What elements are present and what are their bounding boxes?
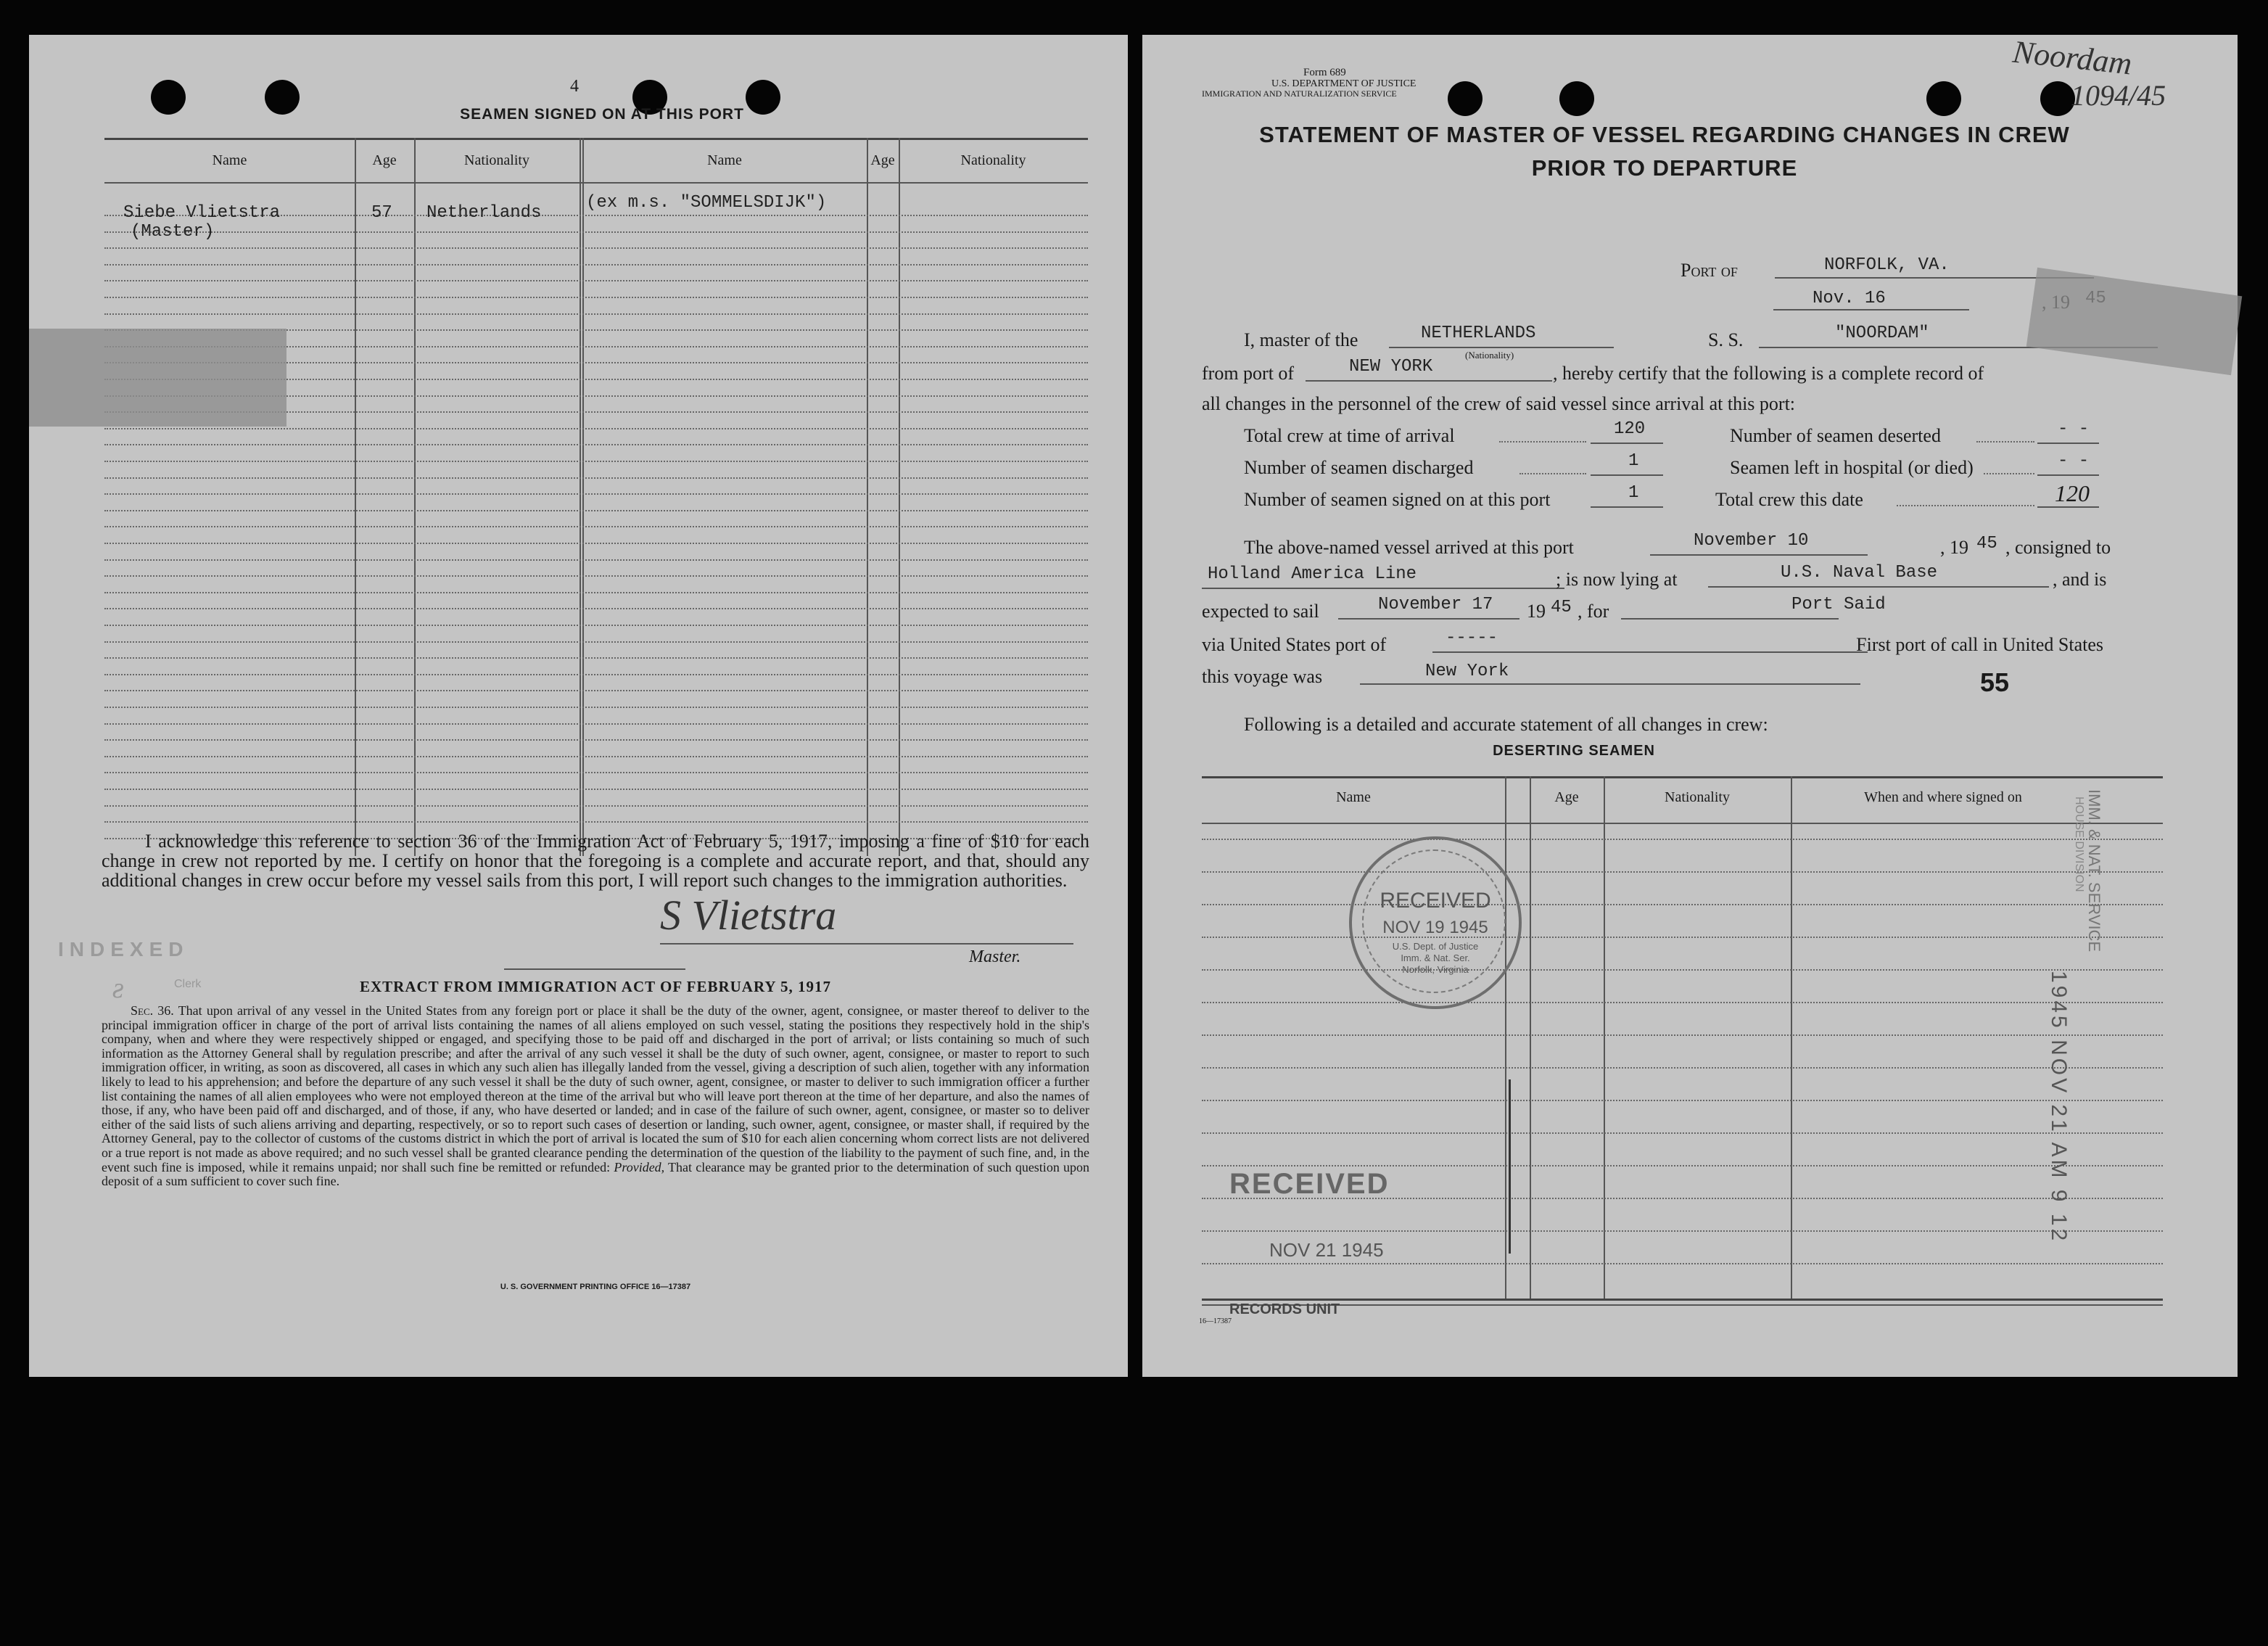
ruled-line: [104, 461, 1088, 462]
entry-name: Siebe Vlietstra: [123, 203, 281, 223]
ss-value: "NOORDAM": [1835, 324, 1929, 343]
entry-nationality: Netherlands: [426, 203, 542, 223]
handwritten-file-number: 1094/45: [2071, 79, 2166, 112]
handwritten-vessel: Noordam: [2011, 33, 2134, 82]
master-signature: S Vlietstra: [660, 892, 837, 939]
col-name: Name: [212, 152, 247, 168]
from-port-value: NEW YORK: [1349, 357, 1433, 376]
form-number: Form 689: [1303, 67, 1346, 78]
ruled-line: [104, 608, 1088, 609]
ruled-line: [104, 772, 1088, 773]
col-nationality-2: Nationality: [960, 152, 1026, 168]
entry-note: (ex m.s. "SOMMELSDIJK"): [586, 193, 827, 213]
gpo-footer: U. S. GOVERNMENT PRINTING OFFICE 16—17387: [500, 1283, 691, 1291]
ruled-line: [104, 690, 1088, 691]
clerk-stamp: Clerk: [174, 978, 202, 990]
master-label: Master.: [969, 947, 1021, 966]
col-name-deserting: Name: [1336, 789, 1371, 805]
first-port-label: First port of call in United States: [1856, 634, 2103, 655]
ruled-line: [104, 264, 1088, 266]
total-date-value: 120: [2055, 480, 2090, 506]
ruled-line: [104, 789, 1088, 790]
col-age-2: Age: [870, 152, 895, 168]
service: IMMIGRATION AND NATURALIZATION SERVICE: [1202, 89, 1397, 99]
consigned-label: , consigned to: [2005, 537, 2111, 558]
received-stamp-round: [1349, 836, 1522, 1009]
ruled-line: [104, 739, 1088, 741]
ruled-line: [104, 428, 1088, 429]
consignee-value: Holland America Line: [1208, 564, 1417, 584]
punch-hole: [1559, 81, 1594, 116]
ruled-line: [104, 723, 1088, 725]
ruled-line: [104, 526, 1088, 527]
form-title-line1: STATEMENT OF MASTER OF VESSEL REGARDING CHANGES IN CREW: [1259, 122, 2070, 147]
ruled-line: [104, 247, 1088, 249]
ruled-line: [104, 543, 1088, 544]
acknowledgement: I acknowledge this reference to section 36 of the Immigration Act of February 5, 1917, imposing a fine of $10 for each change in crew not reported by me. I certify on honor that the foregoing is a complete and accurate report, and that, should any additional changes in crew occur before my vessel sails from this port, I will report such changes to the immigration authorities.: [102, 831, 1089, 891]
stamp-line1: U.S. Dept. of Justice: [1392, 941, 1479, 952]
ruled-line: [104, 493, 1088, 495]
entry-role: (Master): [131, 222, 215, 242]
col-signed-on: When and where signed on: [1864, 789, 2022, 805]
nationality-caption: (Nationality): [1465, 350, 1514, 361]
page-number: 4: [570, 77, 579, 96]
via-value: -----: [1446, 628, 1498, 648]
punch-hole: [151, 80, 186, 115]
ruled-line: [104, 592, 1088, 593]
left-page: [29, 35, 1128, 1377]
extract-title: EXTRACT FROM IMMIGRATION ACT OF FEBRUARY 5, 1917: [359, 978, 832, 995]
side-stamp-division: HOUSE DIVISION: [2073, 797, 2085, 892]
ruled-line: [104, 821, 1088, 823]
arrived-year-prefix: , 19: [1940, 537, 1968, 558]
total-date-label: Total crew this date: [1715, 489, 1863, 510]
and-is: , and is: [2053, 569, 2107, 590]
ruled-line: [1202, 1067, 2163, 1069]
arrived-year: 45: [1976, 534, 1997, 554]
voyage-value: New York: [1425, 662, 1509, 681]
ruled-line: [104, 657, 1088, 659]
side-stamp-time: 1945 NOV 21 AM 9 12: [2047, 971, 2071, 1244]
form-title-line2: PRIOR TO DEPARTURE: [1531, 155, 1798, 181]
deserted-label: Number of seamen deserted: [1730, 425, 1941, 446]
from-port-label: from port of: [1202, 363, 1295, 384]
punch-hole: [265, 80, 300, 115]
hospital-label: Seamen left in hospital (or died): [1730, 457, 1974, 478]
ruled-line: [1202, 871, 2163, 873]
ruled-line: [104, 510, 1088, 511]
ruled-line: [1202, 1263, 2163, 1264]
following-text: Following is a detailed and accurate statement of all changes in crew:: [1244, 714, 1768, 735]
ruled-line: [1202, 937, 2163, 938]
punch-hole: [1448, 81, 1483, 116]
ruled-line: [1202, 1230, 2163, 1232]
ruled-line: [104, 280, 1088, 281]
col-age-deserting: Age: [1554, 789, 1579, 805]
arrived-label: The above-named vessel arrived at this port: [1244, 537, 1574, 558]
date-value: Nov. 16: [1813, 289, 1886, 308]
stamp-date: NOV 19 1945: [1382, 918, 1488, 937]
col-age: Age: [372, 152, 397, 168]
nationality-value: NETHERLANDS: [1421, 324, 1536, 343]
ruled-line: [104, 231, 1088, 233]
ruled-line: [104, 756, 1088, 757]
punch-hole: [1926, 81, 1961, 116]
ruled-line: [104, 641, 1088, 643]
ruled-line: [104, 674, 1088, 675]
right-page: [1142, 35, 2238, 1377]
ruled-line: [1202, 839, 2163, 840]
ruled-line: [104, 575, 1088, 577]
ruled-line: [104, 559, 1088, 561]
expected-value: November 17: [1378, 595, 1493, 614]
page-number-right: 55: [1980, 667, 2010, 697]
stamp-received-text: RECEIVED: [1380, 889, 1491, 913]
tape-strip: [29, 329, 286, 427]
ss-label: S. S.: [1708, 329, 1744, 350]
handwritten-initial: ƨ: [112, 971, 124, 1004]
hospital-value: - -: [2058, 451, 2090, 471]
ruled-line: [104, 707, 1088, 708]
via-label: via United States port of: [1202, 634, 1387, 655]
certify-text: , hereby certify that the following is a complete record of: [1553, 363, 1984, 384]
discharged-label: Number of seamen discharged: [1244, 457, 1474, 478]
records-unit: RECORDS UNIT: [1229, 1301, 1340, 1317]
received-stamp-big: RECEIVED: [1229, 1168, 1390, 1200]
expected-year-prefix: 19: [1527, 601, 1546, 622]
stamp-line3: Norfolk, Virginia: [1402, 964, 1469, 975]
stamp-line2: Imm. & Nat. Ser.: [1401, 952, 1470, 963]
entry-age: 57: [371, 203, 392, 223]
voyage-label: this voyage was: [1202, 666, 1323, 687]
ruled-line: [104, 444, 1088, 445]
ruled-line: [1202, 1100, 2163, 1101]
ruled-line: [104, 625, 1088, 626]
tape-strip-right: [2026, 268, 2243, 376]
arrived-value: November 10: [1694, 531, 1809, 551]
received-date: NOV 21 1945: [1269, 1239, 1384, 1261]
col-nationality: Nationality: [464, 152, 529, 168]
signed-on-value: 1: [1628, 483, 1639, 503]
ruled-line: [1202, 969, 2163, 971]
port-value: NORFOLK, VA.: [1824, 255, 1950, 275]
extract-body: Sec. 36. That upon arrival of any vessel in the United States from any foreign port or place it shall be the duty of the owner, agent, consignee, or master thereof to deliver to the principal immigration officer in charge of the port of arrival lists containing the names of all aliens employed on such vessel, stating the positions they respectively hold in the ship's company, when and where they were respectively shipped or engaged, and specifying those to be paid off and discharged in the port of arrival; or lists containing so much of such information as the Attorney General shall by regulation prescribe; and after the arrival of any such vessel it shall be the duty of such owner, agent, consignee, or master to report to such immigration officer, in writing, as soon as discovered, all cases in which any such alien has illegally landed from the vessel, giving a description of such alien, together with any information likely to lead to his apprehension; and before the departure of any such vessel it shall be the duty of such owner, agent, consignee, or master to deliver to such immigration officer a further list containing the names of all alien employees who were not employed thereon at the time of the arrival but who will leave port thereon at the time of her departure, and also the names of those, if any, who have been paid off and discharged, and of those, if any, who have deserted or landed; and in case of the failure of such owner, agent, consignee, or master so to deliver either of the said lists of such aliens arriving and departing, respectively, or so to report such cases of desertion or landing, such owner, agent, consignee, or master shall, if required by the Attorney General, pay to the collector of customs of the customs district in which the port of arrival is located the sum of $10 for each alien concerning whom correct lists are not delivered or a true report is not made as above required; and no such vessel shall be granted clearance pending the determination of the question of the liability to the payment of such fine, and, in the event such fine is imposed, while it remains unpaid; nor shall such fine be remitted or refunded: Provided, That clearance may be granted prior to the determination of such question upon deposit of a sum sufficient to cover such fine.: [102, 1003, 1090, 1189]
port-label: Port of: [1681, 260, 1738, 281]
certify-text-2: all changes in the personnel of the crew of said vessel since arrival at this port:: [1202, 393, 1796, 414]
handwritten-check: [1509, 1079, 1533, 1254]
deserted-value: - -: [2058, 419, 2090, 439]
ruled-line: [104, 805, 1088, 807]
total-arrival-value: 120: [1614, 419, 1646, 439]
expected-label: expected to sail: [1202, 601, 1319, 622]
seamen-signed-title: SEAMEN SIGNED ON AT THIS PORT: [460, 106, 744, 123]
punch-hole: [2040, 81, 2075, 116]
ruled-line: [1202, 1002, 2163, 1003]
master-of-label: I, master of the: [1244, 329, 1358, 350]
indexed-stamp: INDEXED: [58, 938, 189, 960]
ruled-line: [1202, 1034, 2163, 1036]
expected-year: 45: [1551, 598, 1572, 617]
for-value: Port Said: [1791, 595, 1886, 614]
ruled-line: [104, 477, 1088, 479]
total-arrival-label: Total crew at time of arrival: [1244, 425, 1455, 446]
form-footer: 16—17387: [1199, 1317, 1232, 1325]
side-stamp-service: IMM. & NAT. SERVICE: [2085, 789, 2103, 952]
deserting-title: DESERTING SEAMEN: [1493, 743, 1655, 759]
ruled-line: [104, 297, 1088, 298]
ruled-line: [104, 313, 1088, 315]
ruled-line: [1202, 1165, 2163, 1166]
lying-label: ; is now lying at: [1556, 569, 1678, 590]
department: U.S. DEPARTMENT OF JUSTICE: [1271, 78, 1417, 89]
lying-value: U.S. Naval Base: [1781, 563, 1938, 583]
ruled-line: [1202, 1132, 2163, 1134]
for-label: , for: [1578, 601, 1609, 622]
ruled-line: [1202, 904, 2163, 905]
col-name-2: Name: [707, 152, 742, 168]
discharged-value: 1: [1628, 451, 1639, 471]
col-nationality-deserting: Nationality: [1665, 789, 1730, 805]
signed-on-label: Number of seamen signed on at this port: [1244, 489, 1551, 510]
